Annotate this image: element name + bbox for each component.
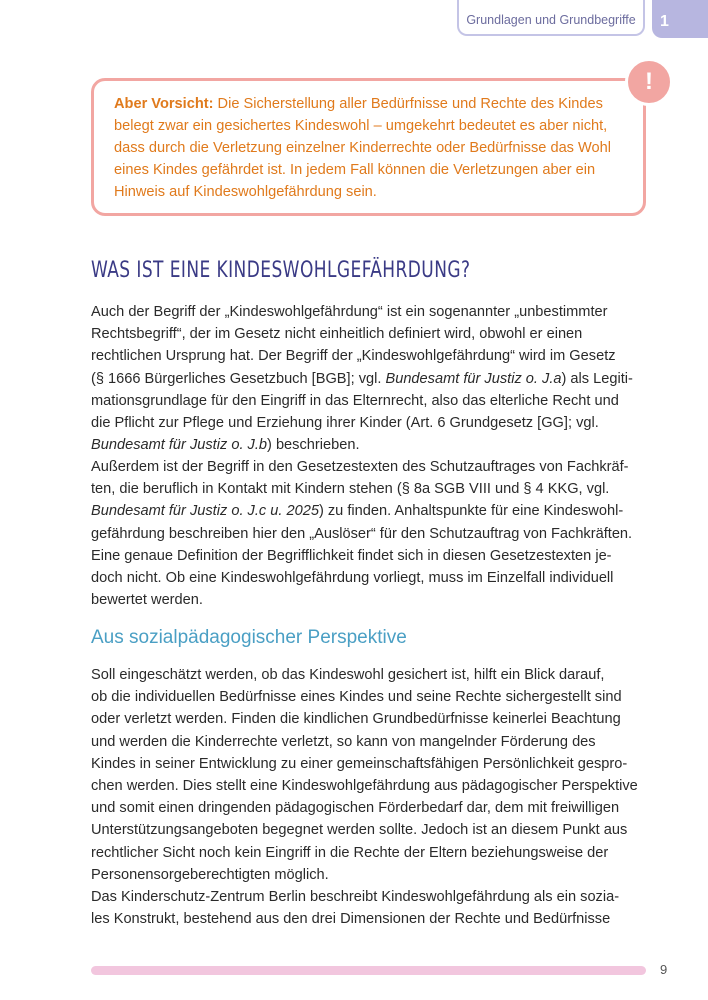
chapter-number-tab: 1 — [652, 0, 708, 38]
text-line: ob die individuellen Bedürfnisse eines Kindes und seine Rechte sichergestellt sind — [91, 689, 622, 706]
text-line: mationsgrundlage für den Eingriff in das Elternrecht, also das elterliche Recht und — [91, 392, 619, 409]
subsection-paragraph-1 — [91, 664, 646, 930]
warning-line-5: Hinweis auf Kindeswohlgefährdung sein. — [114, 184, 377, 200]
text-line: Soll eingeschätzt werden, ob das Kindeswohl gesichert ist, hilft ein Blick darauf, — [91, 667, 605, 683]
text-line: rechtlicher Sicht noch kein Eingriff in die Rechte der Eltern beziehungsweise der — [91, 844, 609, 861]
subsection-title: Aus sozialpädagogischer Perspektive — [91, 627, 407, 648]
text-line — [91, 500, 646, 522]
warning-text-1: Die Sicherstellung aller Bedürfnisse und Rechte des Kindes — [213, 96, 603, 112]
section-paragraph-1 — [91, 301, 646, 456]
text-line: ten, die beruflich in Kontakt mit Kindern stehen (§ 8a SGB VIII und § 4 KKG, vgl. — [91, 481, 610, 498]
section-title: WAS IST EINE KINDESWOHLGEFÄHRDUNG? — [91, 258, 471, 283]
text-line: die Pflicht zur Pflege und Erziehung ihrer Kinder (Art. 6 Grundgesetz [GG]; vgl. — [91, 415, 599, 432]
warning-line-4: eines Kindes gefährdet ist. In jedem Fall können die Verletzungen aber ein — [114, 162, 596, 178]
chapter-title-tab: Grundlagen und Grundbegriffe — [457, 0, 645, 36]
text-segment: ) zu finden. Anhaltspunkte für eine Kindeswohl- — [318, 503, 624, 520]
footer-divider — [91, 966, 646, 975]
citation: Bundesamt für Justiz o. J.b — [91, 437, 268, 454]
text-line: Kindes in seiner Entwicklung zu einer gemeinschaftsfähigen Persönlichkeit gespro- — [91, 755, 628, 772]
text-line: doch nicht. Ob eine Kindeswohlgefährdung vorliegt, muss im Einzelfall individuell — [91, 570, 614, 587]
text-line: Auch der Begriff der „Kindeswohlgefährdung“ ist ein sogenannter „unbestimmter — [91, 304, 608, 320]
text-line: Rechtsbegriff“, der im Gesetz nicht einheitlich definiert wird, obwohl er einen — [91, 326, 583, 343]
text-line: und somit einen dringenden pädagogischen Förderbedarf dar, dem mit freiwilligen — [91, 800, 620, 817]
text-line: Das Kinderschutz-Zentrum Berlin beschreibt Kindeswohlgefährdung als ein sozia- — [91, 889, 620, 906]
section-paragraph-2 — [91, 456, 646, 611]
exclamation-icon: ! — [625, 58, 673, 106]
text-line: les Konstrukt, bestehend aus den drei Dimensionen der Rechte und Bedürfnisse — [91, 911, 611, 928]
warning-label: Aber Vorsicht: — [114, 96, 214, 112]
citation: Bundesamt für Justiz o. J.a — [385, 370, 562, 387]
text-line: Unterstützungsangeboten begegnet werden sollte. Jedoch ist an diesem Punkt aus — [91, 822, 628, 839]
page-number: 9 — [660, 962, 668, 977]
warning-callout — [91, 78, 646, 216]
text-line: Personensorgeberechtigten möglich. — [91, 866, 329, 883]
text-line — [91, 368, 646, 390]
text-line: chen werden. Dies stellt eine Kindeswohlgefährdung aus pädagogischer Perspektive — [91, 778, 638, 795]
citation: Bundesamt für Justiz o. J.c u. 2025 — [91, 503, 319, 520]
text-line: und werden die Kinderrechte verletzt, so kann von mangelnder Förderung des — [91, 733, 596, 750]
text-line: gefährdung beschreiben hier den „Auslöser“ für den Schutzauftrag von Fachkräften. — [91, 525, 633, 542]
warning-line-2: belegt zwar ein gesichertes Kindeswohl – umgekehrt bedeutet es aber nicht, — [114, 118, 608, 134]
text-segment: ) beschrieben. — [267, 437, 360, 454]
text-line: Eine genaue Definition der Begrifflichkeit findet sich in diesen Gesetzestexten je- — [91, 547, 612, 564]
text-line: Außerdem ist der Begriff in den Gesetzestexten des Schutzauftrages von Fachkräf- — [91, 459, 629, 475]
text-segment: ) als Legiti- — [561, 370, 633, 387]
text-line — [91, 434, 646, 456]
text-segment: (§ 1666 Bürgerliches Gesetzbuch [BGB]; vgl. — [91, 370, 386, 387]
text-line: oder verletzt werden. Finden die kindlichen Grundbedürfnisse keinerlei Beachtung — [91, 711, 621, 728]
text-line: bewertet werden. — [91, 592, 203, 609]
text-line: rechtlichen Ursprung hat. Der Begriff der „Kindeswohlgefährdung“ wird im Gesetz — [91, 348, 616, 365]
warning-line-3: dass durch die Verletzung einzelner Kinderrechte oder Bedürfnisse das Wohl — [114, 140, 612, 156]
warning-line-1 — [114, 93, 623, 115]
